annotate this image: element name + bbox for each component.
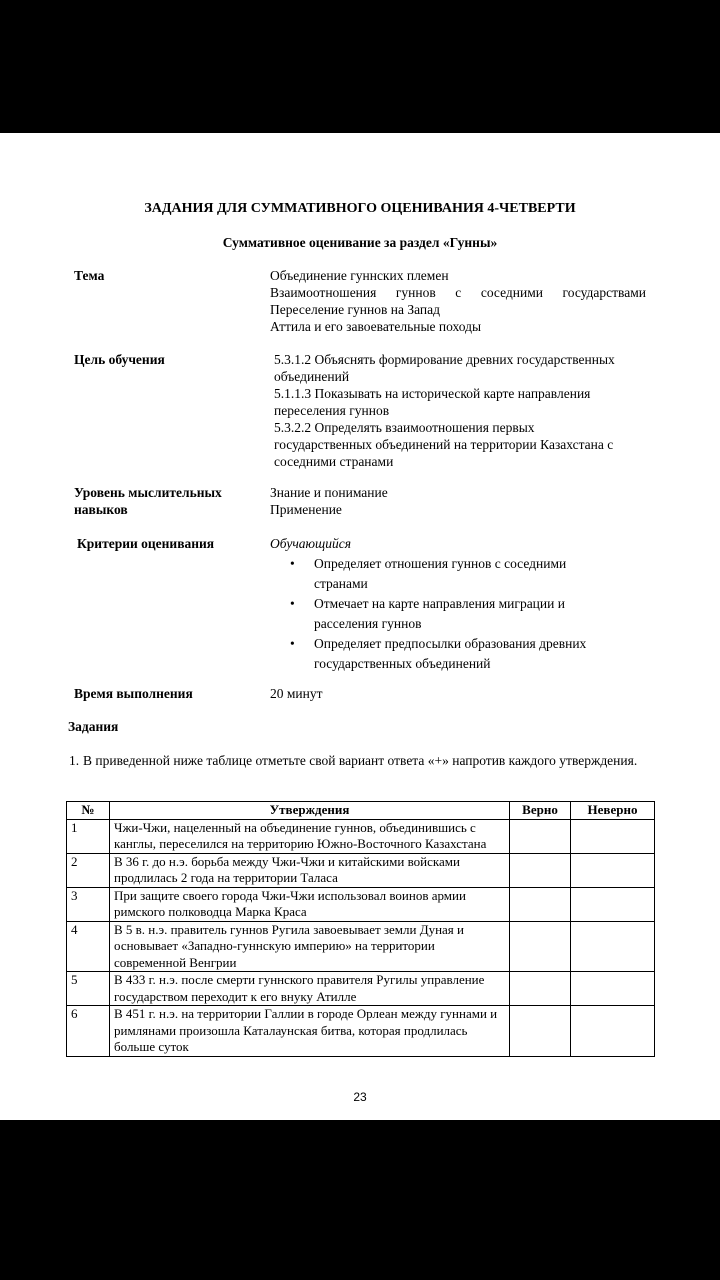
skill-level-label-line: навыков [74, 502, 128, 517]
table-row [67, 853, 655, 887]
criteria-label: Критерии оценивания [77, 536, 215, 551]
true-answer-cell[interactable] [510, 1006, 571, 1057]
false-answer-cell[interactable] [571, 853, 655, 887]
criteria-sublabel: Обучающийся [270, 536, 352, 551]
true-answer-cell[interactable] [510, 921, 571, 972]
true-answer-cell[interactable] [510, 853, 571, 887]
topic-label: Тема [74, 268, 105, 283]
goal-line: государственных объединений на территории Казахстана с [274, 437, 614, 452]
skill-level-label [74, 484, 222, 518]
row-number: 5 [67, 972, 110, 1006]
row-statement: При защите своего города Чжи-Чжи использовал воинов армии римского полководца Марка Краса [110, 887, 510, 921]
false-answer-cell[interactable] [571, 887, 655, 921]
criteria-value [270, 535, 640, 674]
false-answer-cell[interactable] [571, 819, 655, 853]
criteria-item: • Определяет предпосылки образования древних государственных объединений [290, 636, 587, 671]
bullet-icon: • [290, 636, 295, 651]
column-header-statements: Утверждения [110, 802, 510, 820]
bullet-icon: • [290, 556, 295, 571]
column-header-true: Верно [510, 802, 571, 820]
goal-value [274, 351, 650, 470]
topic-line: Объединение гуннских племен [270, 268, 449, 283]
page-subtitle: Суммативное оценивание за раздел «Гунны» [222, 235, 498, 250]
topic-line: Переселение гуннов на Запад [270, 302, 441, 317]
table-row [67, 972, 655, 1006]
page-number: 23 [353, 1090, 367, 1104]
false-answer-cell[interactable] [571, 972, 655, 1006]
skill-level-line: Применение [270, 502, 342, 517]
goal-line: 5.3.1.2 Объяснять формирование древних государственных [274, 352, 615, 367]
row-number: 1 [67, 819, 110, 853]
table-row [67, 819, 655, 853]
row-number: 6 [67, 1006, 110, 1057]
topic-value [270, 267, 646, 335]
duration-value: 20 минут [270, 686, 323, 701]
goal-line: 5.3.2.2 Определять взаимоотношения первых [274, 420, 535, 435]
task-number: 1. [69, 753, 80, 768]
task-instruction-text: В приведенной ниже таблице отметьте свой вариант ответа «+» напротив каждого утверждения. [83, 753, 638, 768]
row-statement: В 433 г. н.э. после смерти гуннского правителя Ругилы управление государством переходит к его внуку Атилле [110, 972, 510, 1006]
criteria-item: • Определяет отношения гуннов с соседними странами [290, 556, 567, 591]
skill-level-label-line: Уровень мыслительных [74, 485, 222, 500]
topic-line: Аттила и его завоевательные походы [270, 319, 482, 334]
document-page [0, 133, 720, 1120]
false-answer-cell[interactable] [571, 1006, 655, 1057]
row-statement: В 36 г. до н.э. борьба между Чжи-Чжи и китайскими войсками продлилась 2 года на территории Таласа [110, 853, 510, 887]
row-statement: В 5 в. н.э. правитель гуннов Ругила завоевывает земли Дуная и основывает «Западно-гуннскую империю» на территории современной Венгрии [110, 921, 510, 972]
row-number: 4 [67, 921, 110, 972]
topic-line: Взаимоотношения гуннов с соседними государствами [270, 285, 646, 300]
row-statement: В 451 г. н.э. на территории Галлии в городе Орлеан между гуннами и римлянами произошла Каталаунская битва, которая продлилась больше суток [110, 1006, 510, 1057]
page-title: ЗАДАНИЯ ДЛЯ СУММАТИВНОГО ОЦЕНИВАНИЯ 4-ЧЕТВЕРТИ [144, 201, 576, 216]
criteria-list [270, 554, 640, 674]
row-number: 3 [67, 887, 110, 921]
statements-table [66, 801, 655, 1057]
true-answer-cell[interactable] [510, 972, 571, 1006]
table-header-row [67, 802, 655, 820]
true-answer-cell[interactable] [510, 887, 571, 921]
tasks-heading: Задания [68, 719, 119, 734]
skill-level-value [270, 484, 388, 518]
goal-line: переселения гуннов [274, 403, 390, 418]
duration-label: Время выполнения [74, 686, 193, 701]
skill-level-line: Знание и понимание [270, 485, 388, 500]
row-number: 2 [67, 853, 110, 887]
criteria-item: • Отмечает на карте направления миграции и расселения гуннов [290, 596, 565, 631]
task-instruction [69, 752, 651, 769]
column-header-number: № [67, 802, 110, 820]
table-row [67, 887, 655, 921]
column-header-false: Неверно [571, 802, 655, 820]
table-row [67, 1006, 655, 1057]
true-answer-cell[interactable] [510, 819, 571, 853]
goal-line: 5.1.1.3 Показывать на исторической карте направления [274, 386, 591, 401]
goal-line: соседними странами [274, 454, 394, 469]
false-answer-cell[interactable] [571, 921, 655, 972]
goal-label: Цель обучения [74, 352, 165, 367]
table-row [67, 921, 655, 972]
goal-line: объединений [274, 369, 350, 384]
bullet-icon: • [290, 596, 295, 611]
row-statement: Чжи-Чжи, нацеленный на объединение гуннов, объединившись с канглы, переселился на территорию Южно-Восточного Казахстана [110, 819, 510, 853]
